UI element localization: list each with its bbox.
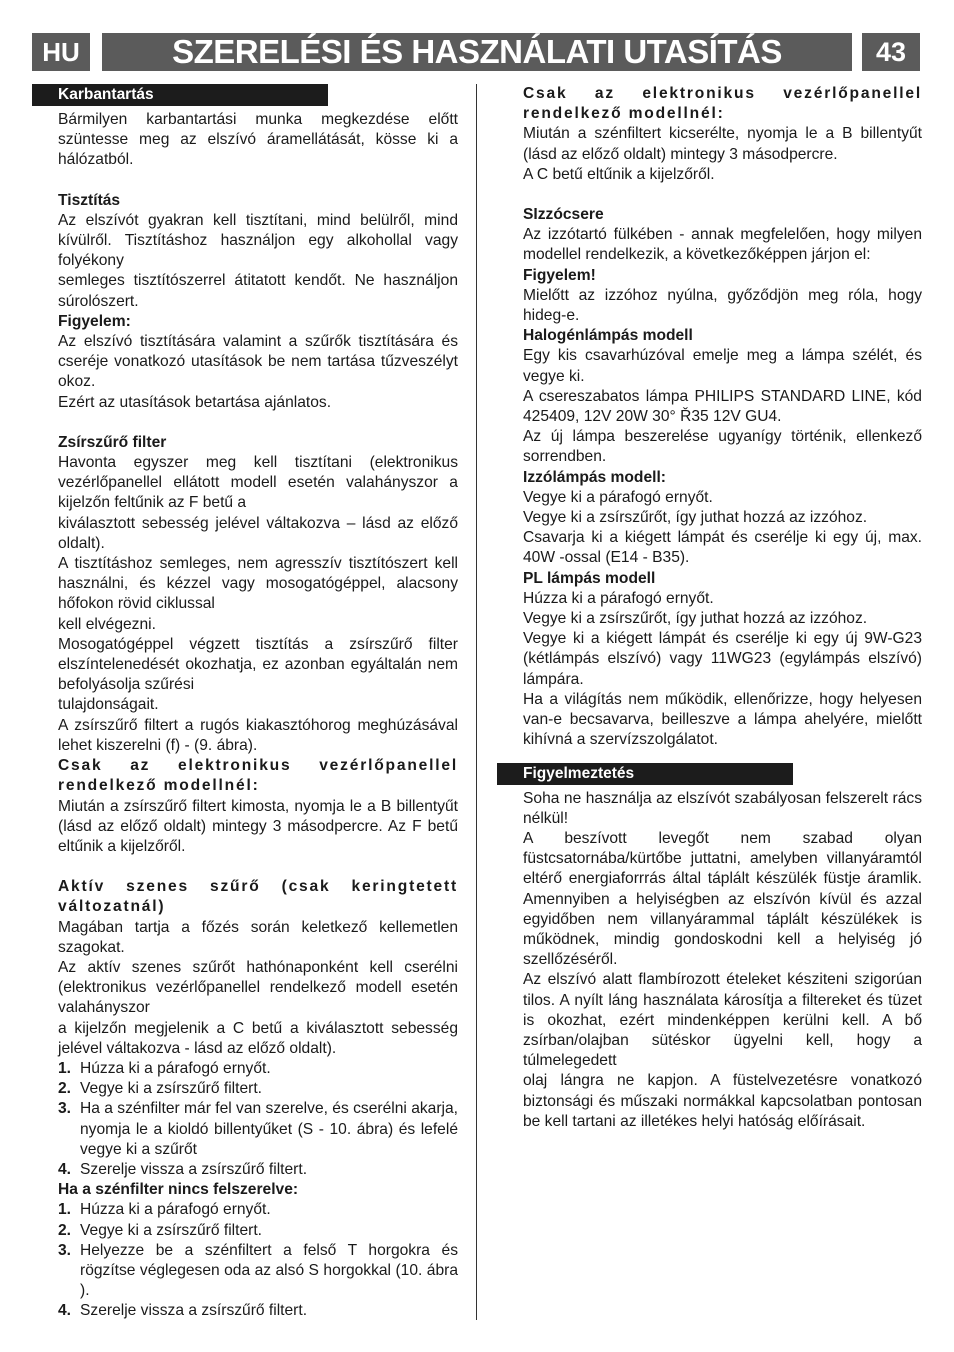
list-item: 3. Ha a szénfilter már fel van szerelve, és cserélni akarja, nyomja le a kioldó billentyűket (S - 10. ábra) és lefelé vegye ki a szűrőt <box>58 1100 458 1158</box>
halogen-text-2: A csereszabatos lámpa PHILIPS STANDARD LINE, kód 425409, 12V 20W 30° Ř35 12V GU4. <box>523 387 922 426</box>
halogen-text-1: Egy kis csavarhúzóval emelje meg a lámpa szélét, és vegye ki. <box>523 347 922 385</box>
attention-label: Figyelem: <box>58 312 131 330</box>
pl-lamp-text-2: Vegye ki a zsírszűrőt, így juthat hozzá az izzóhoz. <box>523 610 868 628</box>
carbon-text-1: Magában tartja a főzés során keletkező kellemetlen szagokat. <box>58 918 458 956</box>
grease-text-4: kell elvégezni. <box>58 615 156 633</box>
list-item: 1. Húzza ki a párafogó ernyőt. <box>58 1059 271 1077</box>
carbon-filter-heading: Aktív szenes szűrő (csak keringtetett változatnál) <box>58 878 458 916</box>
electronic-panel-text-2: A C betű eltűnik a kijelzőről. <box>523 165 715 183</box>
incandescent-text-3: Csavarja ki a kiégett lámpát és cserélje ki egy új, max. 40W -ossal (E14 - B35). <box>523 529 922 567</box>
install-steps-list <box>58 1200 458 1321</box>
grease-text-1: Havonta egyszer meg kell tisztítani (elektronikus vezérlőpanellel ellátott modell esetén valahányszor a kijelzőn feltűnik az F betű a <box>58 454 458 512</box>
pl-lamp-text-4: Ha a világítás nem működik, ellenőrizze, hogy helyesen van-e becsavarva, beilleszve a lámpa ahelyére, mielőtt kihívná a szervízszolgálatot. <box>523 690 922 749</box>
incandescent-text-1: Vegye ki a párafogó ernyőt. <box>523 488 713 506</box>
warning-text-2: A beszívott levegőt nem szabad olyan füstcsatornába/kürtőbe juttatni, amelyben villanyáramtól eltérő energiaforrrás által táplált készülék füstje áramlik. Amennyiben a helyiségben az elszívón kívül és azzal egyidőben nem villanyárammal táplált készülékek is működnek, mindig gondoskodni kell a helyiség jó szellőzéséről. <box>523 829 922 969</box>
cleaning-heading: Tisztítás <box>58 191 121 209</box>
incandescent-heading: Izzólámpás modell: <box>523 468 666 486</box>
bulb-replacement-heading: SIzzócsere <box>523 206 604 224</box>
cleaning-text-2: semleges tisztítószerrel átitatott kendőt. Ne használjon súrolószert. <box>58 272 458 310</box>
list-item: 2. Vegye ki a zsírszűrő filtert. <box>58 1221 262 1239</box>
halogen-heading: Halogénlámpás modell <box>523 327 693 345</box>
right-column <box>497 84 922 1132</box>
column-divider <box>476 84 477 1320</box>
pl-lamp-text-3: Vegye ki a kiégett lámpát és cserélje ki egy új 9W-G23 (kétlámpás elszívó) vagy 11WG23 (egylámpás elszívó) lámpára. <box>523 630 922 688</box>
carbon-steps-list <box>58 1059 458 1180</box>
list-item: 3. Helyezze be a szénfiltert a felső T horgokra és rögzítse véglegesen oda az alsó S horgokkal (10. ábra ). <box>58 1241 458 1300</box>
grease-text-7: A zsírszűrő filtert a rugós kiakasztóhorog meghúzásával lehet kiszerelni (f) - (9. ábra). <box>58 716 458 754</box>
carbon-text-2: Az aktív szenes szűrőt hathónaponként kell cserélni (elektronikus vezérlőpanellel rendelkező modell esetén valahányszor <box>58 958 458 1017</box>
warning-text-1: Soha ne használja az elszívót szabályosan felszerelt rács nélkül! <box>523 789 922 827</box>
left-column <box>32 84 458 1322</box>
electronic-panel-heading: Csak az elektronikus vezérlőpanellel rendelkező modellnél: <box>523 85 922 123</box>
grease-text-5: Mosogatógéppel végzett tisztítás a zsírszűrő filter elszíntelenedését okozhatja, ez azonban egyáltalán nem befolyásolja szűrési <box>58 635 458 694</box>
grease-text-2: kiválasztott sebesség jelével váltakozva – lásd az előző oldalt). <box>58 514 458 552</box>
list-item: 4. Szerelje vissza a zsírszűrő filtert. <box>58 1302 308 1320</box>
warning-text-4: olaj lángra ne kapjon. A füstelvezetésre vonatkozó biztonsági és műszaki normákkal kapcsolatban pontosan be kell tartani az illetékes helyi hatóság előírásait. <box>523 1072 922 1130</box>
cleaning-text-1: Az elszívót gyakran kell tisztítani, mind belülről, mind kívülről. Tisztításhoz használjon egy alkohollal vagy folyékony <box>58 211 458 270</box>
pl-lamp-heading: PL lámpás modell <box>523 569 656 587</box>
attention-text-2: Ezért az utasítások betartása ajánlatos. <box>58 393 332 411</box>
section-bar-warning: Figyelmeztetés <box>497 763 793 785</box>
page-number: 43 <box>862 33 920 71</box>
language-badge: HU <box>32 33 90 71</box>
no-filter-heading: Ha a szénfilter nincs felszerelve: <box>58 1181 299 1199</box>
bulb-attention-text: Mielőtt az izzóhoz nyúlna, győződjön meg róla, hogy hideg-e. <box>523 286 922 325</box>
grease-filter-heading: Zsírszűrő filter <box>58 433 167 451</box>
halogen-text-3: Az új lámpa beszerelése ugyanígy történik, ellenkező sorrendben. <box>523 428 922 466</box>
list-item: 2. Vegye ki a zsírszűrő filtert. <box>58 1080 262 1098</box>
grease-electronic-text: Miután a zsírszűrő filtert kimosta, nyomja le a B billentyűt (lásd az előző oldalt) mintegy 3 másodpercre. Az F betű eltűnik a kijelzőről. <box>58 797 458 855</box>
attention-text-1: Az elszívó tisztítására valamint a szűrők tisztítására és cseréje vonatkozó utasítások be nem tartása tűzveszélyt okoz. <box>58 333 458 391</box>
warning-text-3: Az elszívó alatt flambírozott ételeket késziteni szigorúan tilos. A nyílt láng használata károsítja a filtereket és tüzet is okozhat, ezért mindenképpen kerülni kell. A bő zsírban/olajban sütéskor ügyelni kell, hogy a túlmelegedett <box>523 971 922 1070</box>
incandescent-text-2: Vegye ki a zsírszűrőt, így juthat hozzá az izzóhoz. <box>523 509 868 527</box>
carbon-text-3: a kijelzőn megjelenik a C betű a kiválasztott sebesség jelével váltakozva - lásd az előző oldalt). <box>58 1019 458 1057</box>
page-title: SZERELÉSI ÉS HASZNÁLATI UTASÍTÁS <box>102 33 852 71</box>
electronic-panel-text-1: Miután a szénfiltert kicserélte, nyomja le a B billentyűt (lásd az előző oldalt) mintegy 3 másodpercre. <box>523 125 922 163</box>
grease-text-6: tulajdonságait. <box>58 696 159 714</box>
grease-electronic-heading: Csak az elektronikus vezérlőpanellel rendelkező modellnél: <box>58 757 458 795</box>
list-item: 1. Húzza ki a párafogó ernyőt. <box>58 1201 271 1219</box>
section-bar-maintenance: Karbantartás <box>32 84 328 106</box>
list-item: 4. Szerelje vissza a zsírszűrő filtert. <box>58 1160 308 1178</box>
maintenance-intro: Bármilyen karbantartási munka megkezdése előtt szüntesse meg az elszívó áramellátását, kösse ki a hálózatból. <box>58 111 458 169</box>
bulb-attention-label: Figyelem! <box>523 266 596 284</box>
bulb-intro: Az izzótartó fülkében - annak megfelelően, hogy milyen modellel rendelkezik, a következőképpen járjon el: <box>523 226 922 264</box>
grease-text-3: A tisztításhoz semleges, nem agresszív tisztítószert kell használni, és kézzel vagy mosogatógéppel, alacsony hőfokon rövid ciklussal <box>58 555 458 613</box>
pl-lamp-text-1: Húzza ki a párafogó ernyőt. <box>523 589 714 607</box>
